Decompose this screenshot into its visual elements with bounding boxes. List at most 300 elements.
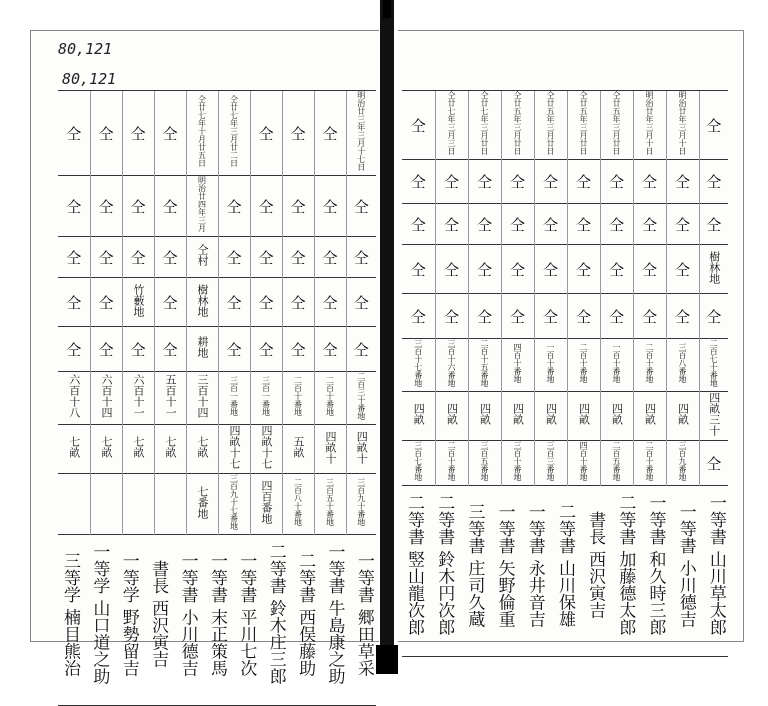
cell-text: 四畝十七	[260, 425, 273, 469]
holder-name: 二等書 鈴木庄三郎	[265, 543, 286, 685]
ledger-cell	[122, 176, 154, 237]
cell-text: 二百七十番地	[709, 339, 719, 387]
ledger-cell	[501, 294, 534, 339]
cell-text: 仝廿七年三月廿日	[480, 91, 489, 155]
ledger-cell	[567, 392, 600, 441]
cell-text: 仝廿五年三月廿日	[513, 91, 522, 155]
cell-text: 仝	[258, 248, 274, 267]
ledger-cell	[402, 441, 435, 486]
cell-text: 仝廿七年十月廿五日	[197, 95, 207, 167]
ledger-cell	[218, 176, 250, 237]
cell-text: 仝	[575, 173, 591, 191]
ledger-cell	[282, 176, 314, 237]
cell-text: 仝	[226, 248, 242, 267]
cell-text: 仝	[575, 215, 591, 234]
cell-text: 三百十七番地	[413, 339, 423, 387]
cell-text: 仝	[608, 215, 624, 234]
ledger-cell	[346, 91, 376, 176]
ledger-cell	[122, 91, 154, 176]
ledger-cell	[699, 160, 728, 204]
cell-text: 仝	[290, 293, 306, 312]
cell-text: 明治廿年三月十日	[645, 91, 654, 155]
ledger-cell	[501, 245, 534, 294]
cell-text: 三百八番地	[678, 343, 687, 383]
holder-name: 一等書 末正策馬	[206, 551, 227, 676]
cell-text: 仝	[322, 197, 338, 216]
cell-text: 七畝	[67, 436, 81, 458]
cell-text: 仝廿五年三月廿日	[612, 91, 621, 155]
cell-text: 七畝	[132, 436, 145, 458]
ledger-cell	[435, 91, 468, 160]
ledger-cell	[633, 91, 666, 160]
ledger-cell	[314, 327, 346, 372]
cell-text: 仝	[258, 197, 274, 216]
spine-clip-bottom	[376, 645, 398, 674]
cell-text: 二百十番地	[645, 343, 654, 383]
cell-text: 七畝	[100, 436, 113, 458]
cell-text: 仝	[706, 454, 722, 473]
ledger-cell	[218, 372, 250, 425]
cell-text: 仝	[542, 307, 558, 326]
ledger-cell	[501, 160, 534, 204]
ledger-cell	[699, 392, 728, 441]
cell-text: 仝	[410, 173, 426, 191]
cell-text: 竹藪地	[132, 283, 145, 317]
ledger-cell	[58, 474, 90, 535]
ledger-cell	[90, 91, 122, 176]
cell-text: 仝	[706, 215, 722, 234]
holder-name: 二等書 竪山龍次郎	[404, 494, 424, 636]
ledger-cell	[666, 392, 699, 441]
ledger-cell	[633, 245, 666, 294]
cell-text: 三百九番地	[678, 441, 687, 481]
cell-text: 二百五番地	[612, 441, 621, 481]
names-row	[58, 535, 376, 706]
ledger-cell	[666, 339, 699, 392]
ledger-cell	[250, 474, 282, 535]
ledger-cell	[600, 91, 633, 160]
cell-text: 仝	[706, 307, 722, 326]
cell-text: 仝	[410, 215, 426, 234]
cell-text: 七番地	[196, 485, 209, 519]
cell-text: 仝	[443, 173, 459, 191]
ledger-row	[402, 441, 728, 486]
ledger-cell	[314, 91, 346, 176]
left-ledger-table	[58, 90, 376, 706]
cell-text: 仝	[258, 340, 274, 359]
ledger-cell	[186, 91, 218, 176]
cell-text: 仝	[674, 260, 690, 279]
cell-text: 仝	[290, 248, 306, 267]
cell-text: 仝	[410, 260, 426, 279]
ledger-cell	[633, 160, 666, 204]
ledger-cell	[58, 237, 90, 278]
ledger-cell	[58, 425, 90, 474]
cell-text: 仝	[353, 248, 369, 267]
cell-text: 仝	[353, 340, 369, 359]
ledger-cell	[435, 392, 468, 441]
cell-text: 仝	[258, 293, 274, 312]
holder-name: 書長 西沢寅吉	[585, 511, 606, 619]
ledger-cell	[501, 339, 534, 392]
ledger-cell	[314, 474, 346, 535]
ledger-cell	[501, 392, 534, 441]
ledger-cell	[699, 294, 728, 339]
ledger-cell	[186, 474, 218, 535]
cell-text: 四畝	[544, 403, 558, 425]
cell-text: 仝	[542, 173, 558, 191]
ledger-cell	[58, 176, 90, 237]
ledger-cell	[314, 425, 346, 474]
ledger-cell	[186, 237, 218, 278]
ledger-row	[402, 339, 728, 392]
ledger-cell	[666, 245, 699, 294]
ledger-cell	[402, 245, 435, 294]
ledger-cell	[122, 425, 154, 474]
ledger-cell	[154, 91, 186, 176]
cell-text: 一百十番地	[546, 343, 555, 383]
cell-text: 三百一番地	[261, 376, 271, 416]
cell-text: 仝	[443, 260, 459, 279]
cell-text: 仝	[476, 260, 492, 279]
ledger-cell	[600, 441, 633, 486]
cell-text: 四畝	[478, 403, 492, 425]
cell-text: 六百十八	[67, 374, 81, 418]
cell-text: 仝	[509, 260, 525, 279]
ledger-cell	[282, 237, 314, 278]
holder-name: 一等書 平川七次	[236, 551, 257, 676]
cell-text: 明治廿三年三月十七日	[356, 91, 366, 171]
cell-text: 仝	[258, 124, 274, 143]
ledger-cell	[699, 245, 728, 294]
ledger-cell	[122, 327, 154, 372]
ledger-cell	[468, 392, 501, 441]
ledger-cell	[346, 425, 376, 474]
cell-text: 仝	[608, 173, 624, 191]
ledger-cell	[534, 339, 567, 392]
ledger-cell	[186, 372, 218, 425]
ledger-cell	[346, 372, 376, 425]
cell-text: 四百番地	[260, 480, 273, 524]
cell-text: 四畝	[676, 403, 690, 425]
ledger-row	[58, 176, 376, 237]
cell-text: 仝廿五年三月廿日	[579, 91, 588, 155]
holder-name: 一等書 矢野倫重	[494, 502, 515, 627]
ledger-cell	[435, 160, 468, 204]
cell-text: 仝	[509, 215, 525, 234]
ledger-cell	[90, 372, 122, 425]
cell-text: 四畝	[511, 403, 525, 425]
ledger-cell	[699, 91, 728, 160]
right-ledger-table	[402, 90, 728, 657]
cell-text: 仝	[641, 215, 657, 234]
ledger-cell	[282, 372, 314, 425]
cell-text: 耕地	[196, 336, 209, 358]
ledger-cell	[402, 392, 435, 441]
ledger-row	[58, 474, 376, 535]
cell-text: 仝	[674, 173, 690, 191]
ledger-row	[58, 91, 376, 176]
cell-text: 仝廿七年三月三日	[447, 91, 456, 155]
cell-text: 四畝十	[355, 430, 369, 464]
cell-text: 仝	[162, 248, 178, 267]
cell-text: 四畝三十	[707, 392, 721, 436]
cell-text: 明治廿年三月十日	[678, 91, 687, 155]
holder-name: 一等書 永井音吉	[524, 502, 545, 627]
cell-text: 樹林地	[707, 250, 721, 284]
ledger-cell	[534, 204, 567, 245]
ledger-cell	[346, 474, 376, 535]
ledger-cell	[314, 278, 346, 327]
cell-text: 仝	[98, 293, 114, 312]
holder-name: 書長 西沢寅吉	[148, 560, 169, 668]
ledger-cell	[666, 441, 699, 486]
cell-text: 仝	[162, 124, 178, 143]
cell-text: 四畝	[577, 403, 591, 425]
ledger-cell	[435, 245, 468, 294]
cell-text: 仝	[98, 248, 114, 267]
cell-text: 仝	[130, 124, 146, 143]
cell-text: 仝廿七年三月廿二日	[229, 95, 239, 167]
ledger-row	[58, 425, 376, 474]
ledger-cell	[633, 392, 666, 441]
cell-text: 仝	[98, 197, 114, 216]
ledger-cell	[186, 278, 218, 327]
ledger-cell	[468, 245, 501, 294]
ledger-cell	[282, 91, 314, 176]
cell-text: 仝	[226, 293, 242, 312]
ledger-cell	[218, 327, 250, 372]
cell-text: 仝	[66, 124, 82, 143]
ledger-cell	[90, 237, 122, 278]
cell-text: 三百五番地	[480, 441, 489, 481]
ledger-cell	[567, 91, 600, 160]
cell-text: 三百七番地	[413, 441, 423, 481]
ledger-cell	[600, 294, 633, 339]
cell-text: 二百十番地	[325, 376, 335, 416]
ledger-cell	[218, 474, 250, 535]
ledger-cell	[633, 204, 666, 245]
holder-name: 二等書 西俣藤助	[295, 551, 316, 676]
ledger-cell	[122, 474, 154, 535]
cell-text: 仝	[674, 307, 690, 326]
ledger-cell	[501, 204, 534, 245]
ledger-cell	[402, 91, 435, 160]
ledger-row	[58, 237, 376, 278]
cell-text: 仝	[353, 293, 369, 312]
ledger-cell	[250, 278, 282, 327]
holder-name: 二等書 加藤德太郎	[615, 494, 636, 636]
ledger-cell	[567, 339, 600, 392]
cell-text: 五畝	[292, 436, 305, 458]
ledger-cell	[468, 204, 501, 245]
names-cell	[58, 535, 376, 706]
cell-text: 仝	[226, 340, 242, 359]
ledger-cell	[534, 245, 567, 294]
cell-text: 四畝	[610, 403, 624, 425]
ledger-cell	[567, 441, 600, 486]
ledger-cell	[58, 91, 90, 176]
ledger-row	[402, 245, 728, 294]
spine-clip-top	[383, 0, 391, 18]
cell-text: 仝	[542, 215, 558, 234]
holder-name: 二等書 山川保雄	[554, 502, 575, 627]
ledger-cell	[468, 441, 501, 486]
ledger-cell	[154, 278, 186, 327]
cell-text: 五百十一	[164, 374, 177, 418]
ledger-cell	[567, 204, 600, 245]
ledger-row	[58, 372, 376, 425]
ledger-cell	[154, 176, 186, 237]
cell-text: 六百十一	[132, 374, 145, 418]
cell-text: 仝	[66, 248, 82, 267]
ledger-cell	[58, 327, 90, 372]
book-spine	[380, 0, 394, 674]
cell-text: 仝	[674, 215, 690, 234]
ledger-cell	[154, 237, 186, 278]
cell-text: 仝	[410, 307, 426, 326]
cell-text: 樹林地	[196, 283, 209, 317]
cell-text: 四畝	[412, 403, 426, 425]
ledger-cell	[402, 204, 435, 245]
ledger-cell	[346, 327, 376, 372]
cell-text: 仝村	[196, 244, 209, 266]
cell-text: 仝	[443, 215, 459, 234]
ledger-cell	[699, 441, 728, 486]
cell-text: 二百十番地	[293, 376, 303, 416]
cell-text: 七畝	[196, 436, 209, 458]
cell-text: 四畝十七	[228, 425, 241, 469]
cell-text: 仝	[641, 260, 657, 279]
ledger-cell	[250, 372, 282, 425]
cell-text: 四畝	[643, 403, 657, 425]
ledger-cell	[402, 339, 435, 392]
cell-text: 三百五十番地	[325, 478, 335, 526]
ledger-cell	[402, 160, 435, 204]
cell-text: 仝	[575, 260, 591, 279]
ledger-cell	[402, 294, 435, 339]
ledger-cell	[600, 392, 633, 441]
cell-text: 三百三番地	[546, 441, 555, 481]
cell-text: 二百八十番地	[293, 478, 303, 526]
names-row	[402, 486, 728, 657]
holder-name: 一等書 山川草太郎	[705, 494, 726, 636]
ledger-cell	[435, 294, 468, 339]
ledger-cell	[666, 160, 699, 204]
ledger-cell	[600, 204, 633, 245]
cell-text: 二百十番地	[579, 343, 588, 383]
ledger-cell	[122, 278, 154, 327]
ledger-cell	[218, 91, 250, 176]
holder-name: 一等書 郷田草采	[353, 551, 374, 676]
holder-name: 三等書 庄司久蔵	[464, 502, 485, 627]
cell-text: 六百十四	[100, 374, 113, 418]
cell-text: 仝	[98, 124, 114, 143]
cell-text: 仝	[322, 124, 338, 143]
ledger-cell	[501, 91, 534, 160]
cell-text: 仝	[322, 340, 338, 359]
ledger-cell	[186, 425, 218, 474]
ledger-cell	[90, 474, 122, 535]
cell-text: 仝	[290, 340, 306, 359]
ledger-cell	[468, 91, 501, 160]
cell-text: 三百十番地	[513, 441, 522, 481]
ledger-cell	[154, 327, 186, 372]
ledger-cell	[666, 294, 699, 339]
ledger-row	[402, 294, 728, 339]
cell-text: 一百十番地	[612, 343, 621, 383]
ledger-cell	[699, 339, 728, 392]
ledger-cell	[567, 294, 600, 339]
holder-name: 一等書 和久時三郎	[645, 494, 666, 636]
ledger-row	[58, 278, 376, 327]
ledger-cell	[501, 441, 534, 486]
ledger-cell	[314, 372, 346, 425]
cell-text: 三百十六番地	[447, 339, 456, 387]
cell-text: 仝	[706, 116, 722, 135]
cell-text: 仝廿五年三月廿日	[546, 91, 555, 155]
ledger-cell	[534, 441, 567, 486]
ledger-cell	[567, 245, 600, 294]
cell-text: 仝	[162, 197, 178, 216]
ledger-cell	[534, 91, 567, 160]
ledger-cell	[58, 372, 90, 425]
cell-text: 三百九十七番地	[229, 474, 239, 530]
cell-text: 三百十四	[196, 374, 209, 418]
ledger-cell	[90, 278, 122, 327]
cell-text: 仝	[641, 307, 657, 326]
ledger-cell	[90, 327, 122, 372]
ledger-cell	[282, 474, 314, 535]
ledger-cell	[699, 204, 728, 245]
ledger-cell	[218, 425, 250, 474]
cell-text: 仝	[226, 197, 242, 216]
holder-name: 三等学 楠目熊治	[60, 551, 80, 676]
ledger-cell	[600, 245, 633, 294]
cell-text: 二百三十番地	[356, 372, 366, 420]
cell-text: 四畝	[445, 403, 459, 425]
cell-text: 仝	[476, 173, 492, 191]
ledger-cell	[154, 474, 186, 535]
ledger-cell	[58, 278, 90, 327]
cell-text: 四百十番地	[513, 343, 522, 383]
holder-name: 一等学 山口道之助	[89, 543, 110, 685]
ledger-row	[402, 160, 728, 204]
ledger-cell	[186, 176, 218, 237]
cell-text: 仝	[290, 197, 306, 216]
ledger-cell	[435, 204, 468, 245]
cell-text: 仝	[509, 307, 525, 326]
ledger-cell	[346, 176, 376, 237]
ledger-cell	[314, 237, 346, 278]
cell-text: 仝	[575, 307, 591, 326]
cell-text: 仝	[162, 293, 178, 312]
cell-text: 四畝十	[324, 430, 337, 464]
ledger-cell	[90, 176, 122, 237]
ledger-cell	[633, 339, 666, 392]
ledger-cell	[534, 392, 567, 441]
cell-text: 二百十番地	[447, 441, 456, 481]
cell-text: 仝	[641, 173, 657, 191]
cell-text: 明治廿四年三月	[197, 176, 207, 232]
ledger-cell	[282, 327, 314, 372]
ledger-cell	[154, 372, 186, 425]
ledger-cell	[250, 176, 282, 237]
ledger-cell	[122, 372, 154, 425]
ledger-cell	[122, 237, 154, 278]
ledger-cell	[346, 278, 376, 327]
holder-name: 一等書 小川德吉	[177, 551, 198, 676]
